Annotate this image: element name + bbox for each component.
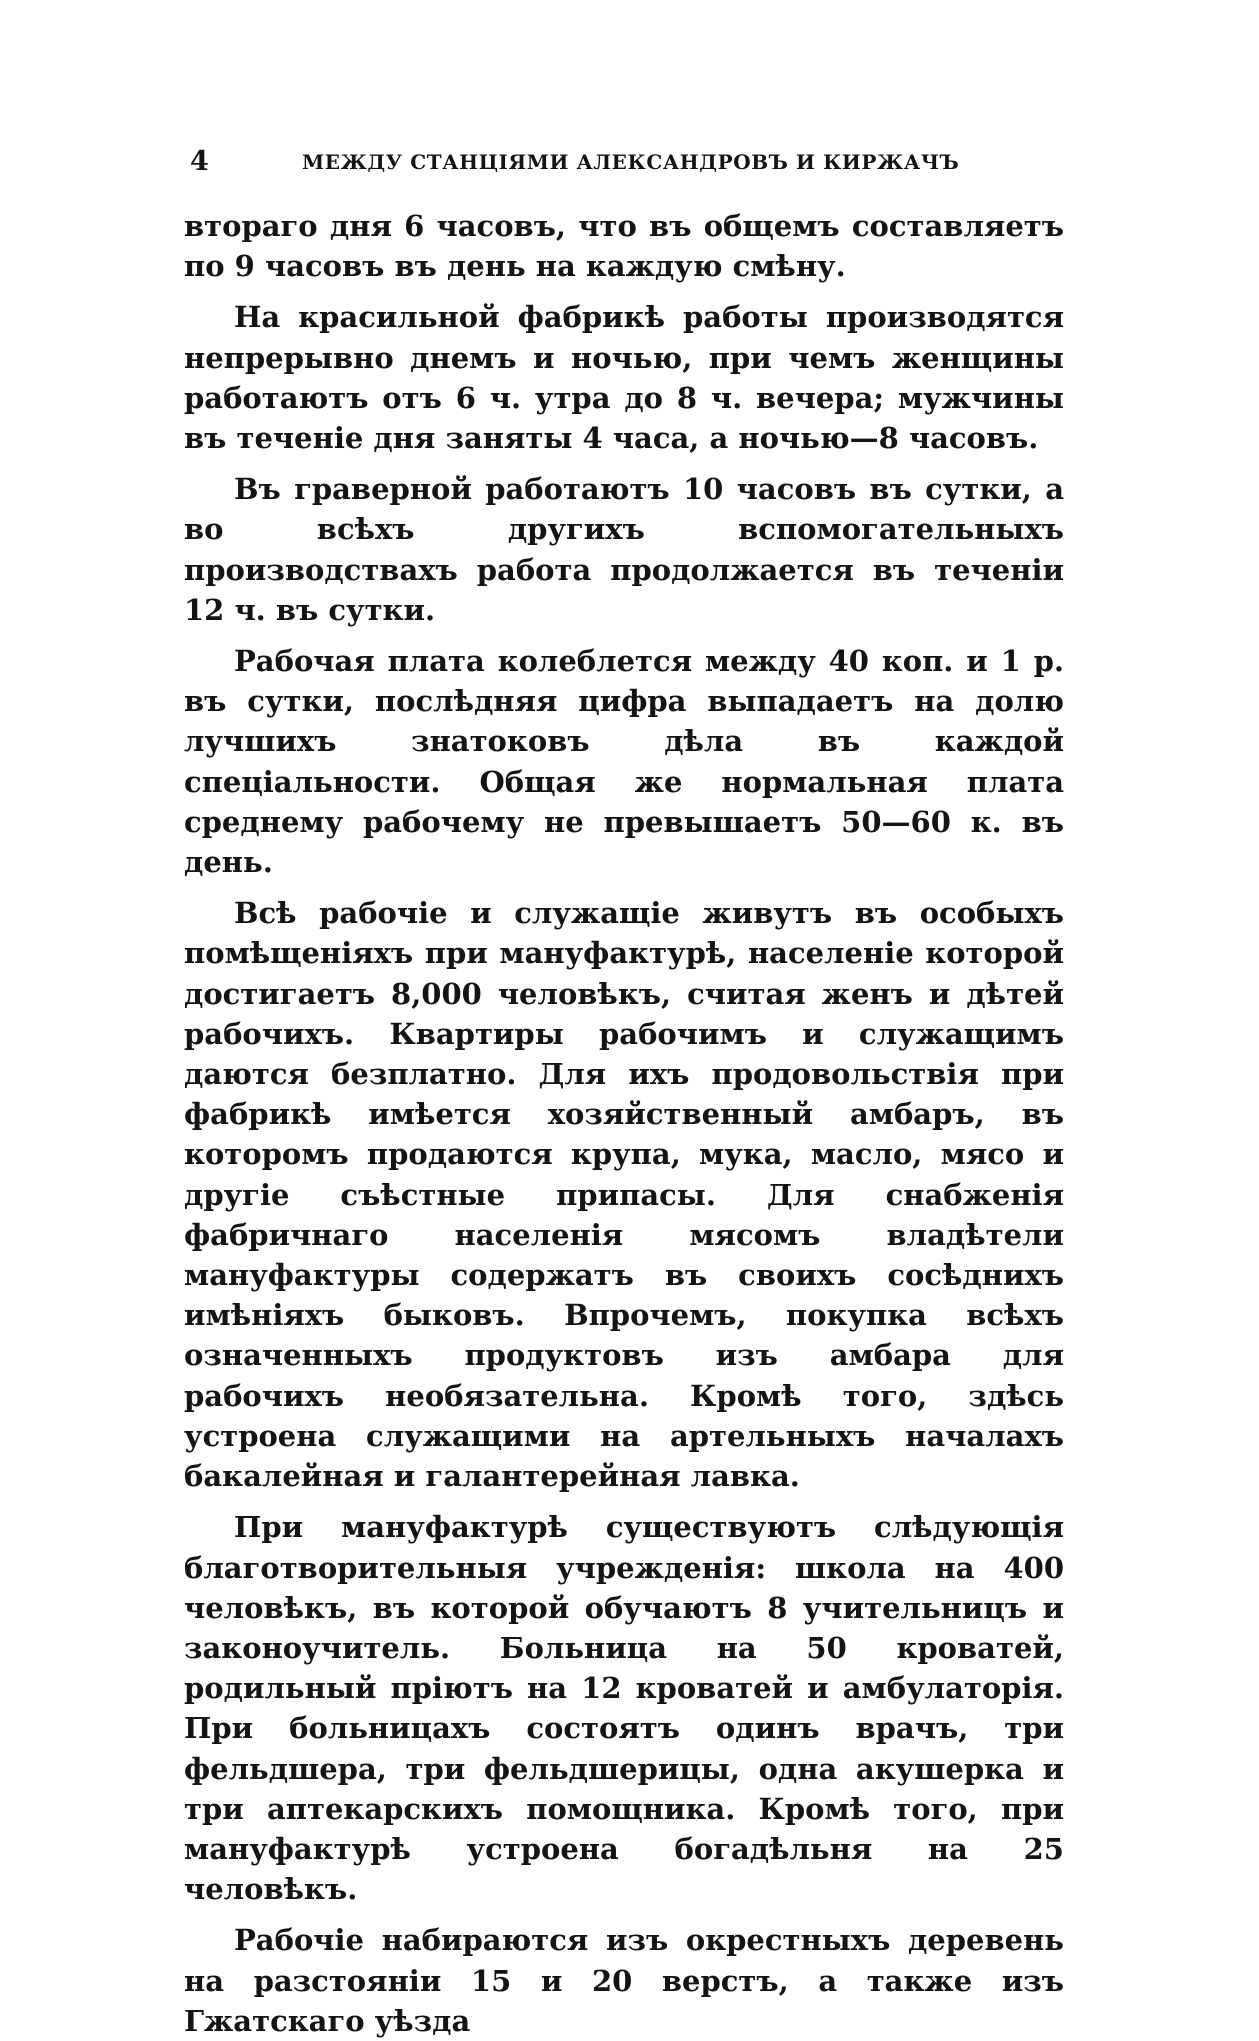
paragraph-4: Рабочая плата колеблется между 40 коп. и 1 р. въ сутки, послѣдняя цифра выпадаетъ на долю лучшихъ знатоковъ дѣла въ каждой спеціальности. Общая же нормальная плата среднему рабочему не превышаетъ 50—60 к. въ день. (184, 644, 1064, 880)
paragraph-1: втораго дня 6 часовъ, что въ общемъ составляетъ по 9 часовъ въ день на каждую смѣну. (184, 209, 1064, 284)
running-title: МЕЖДУ СТАНЦІЯМИ АЛЕКСАНДРОВЪ И КИРЖАЧЪ (302, 150, 960, 174)
paragraph-2: На красильной фабрикѣ работы производятся непрерывно днемъ и ночью, при чемъ женщины работаютъ отъ 6 ч. утра до 8 ч. вечера; мужчины въ теченіе дня заняты 4 часа, а ночью—8 часовъ. (184, 300, 1064, 456)
body-text (184, 206, 1064, 2041)
page-number: 4 (190, 146, 209, 177)
paragraph-3: Въ граверной работаютъ 10 часовъ въ сутки, а во всѣхъ другихъ вспомогательныхъ производствахъ работа продолжается въ теченіи 12 ч. въ сутки. (184, 472, 1064, 627)
paragraph-5: Всѣ рабочіе и служащіе живутъ въ особыхъ помѣщеніяхъ при мануфактурѣ, населеніе которой достигаетъ 8,000 человѣкъ, считая женъ и дѣтей рабочихъ. Квартиры рабочимъ и служащимъ даются безплатно. Для ихъ продовольствія при фабрикѣ имѣется хозяйственный амбаръ, въ которомъ продаются крупа, мука, масло, мясо и другіе съѣстные припасы. Для снабженія фабричнаго населенія мясомъ владѣтели мануфактуры содержатъ въ своихъ сосѣднихъ имѣніяхъ быковъ. Впрочемъ, покупка всѣхъ означенныхъ продуктовъ изъ амбара для рабочихъ необязательна. Кромѣ того, здѣсь устроена служащими на артельныхъ началахъ бакалейная и галантерейная лавка. (184, 896, 1064, 1494)
running-header (190, 142, 1052, 182)
paragraph-6: При мануфактурѣ существуютъ слѣдующія благотворительныя учрежденія: школа на 400 человѣкъ, въ которой обучаютъ 8 учительницъ и законоучитель. Больница на 50 кроватей, родильный пріютъ на 12 кроватей и амбулаторія. При больницахъ состоятъ одинъ врачъ, три фельдшера, три фельдшерицы, одна акушерка и три аптекарскихъ помощника. Кромѣ того, при мануфактурѣ устроена богадѣльня на 25 человѣкъ. (184, 1510, 1064, 1907)
paragraph-7: Рабочіе набираются изъ окрестныхъ деревень на разстояніи 15 и 20 верстъ, а также изъ Гжатскаго уѣзда (184, 1923, 1064, 2038)
